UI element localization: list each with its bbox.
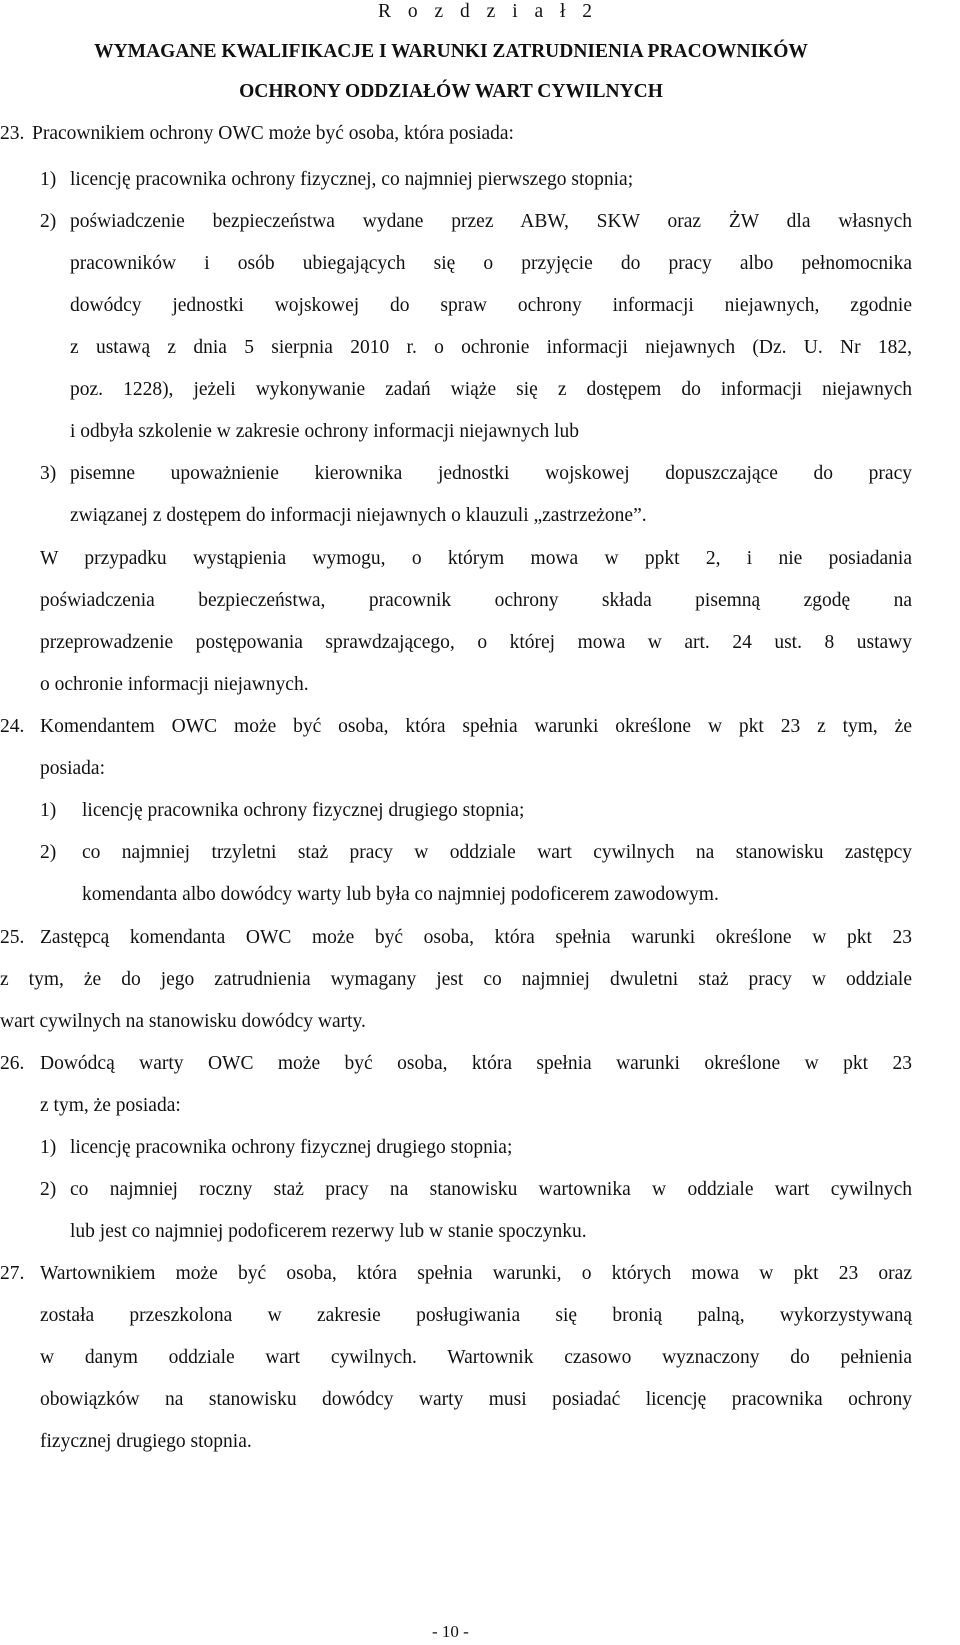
point-23-item-2-line: pracowników i osób ubiegających się o przyjęcie do pracy albo pełnomocnika xyxy=(70,253,912,274)
point-25-line: wart cywilnych na stanowisku dowódcy warty. xyxy=(0,1011,366,1032)
point-23-item-3-number: 3) xyxy=(40,463,57,484)
point-25-line: Zastępcą komendanta OWC może być osoba, która spełnia warunki określone w pkt 23 xyxy=(40,927,912,948)
point-23-number: 23. xyxy=(0,123,25,144)
point-23-item-2-line: dowódcy jednostki wojskowej do spraw ochrony informacji niejawnych, zgodnie xyxy=(70,295,912,316)
point-24-item-2-line: komendanta albo dowódcy warty lub była co najmniej podoficerem zawodowym. xyxy=(82,884,719,905)
point-23-item-2-line: z ustawą z dnia 5 sierpnia 2010 r. o ochronie informacji niejawnych (Dz. U. Nr 182, xyxy=(70,337,912,358)
point-23-item-1-number: 1) xyxy=(40,169,57,190)
point-23-item-1: licencję pracownika ochrony fizycznej, co najmniej pierwszego stopnia; xyxy=(70,169,634,190)
point-26-item-2-line: co najmniej roczny staż pracy na stanowisku wartownika w oddziale wart cywilnych xyxy=(70,1179,912,1200)
point-27-line: fizycznej drugiego stopnia. xyxy=(40,1431,252,1452)
point-23-paragraph-line: o ochronie informacji niejawnych. xyxy=(40,674,309,695)
page-number: - 10 - xyxy=(432,1622,469,1641)
point-24-number: 24. xyxy=(0,716,25,737)
point-26-line: Dowódcą warty OWC może być osoba, która spełnia warunki określone w pkt 23 xyxy=(40,1053,912,1074)
point-26-item-2-number: 2) xyxy=(40,1179,57,1200)
point-24-item-1: licencję pracownika ochrony fizycznej drugiego stopnia; xyxy=(82,800,525,821)
point-25-line: z tym, że do jego zatrudnienia wymagany jest co najmniej dwuletni staż pracy w oddziale xyxy=(0,969,912,990)
chapter-title: R o z d z i a ł 2 xyxy=(378,1,599,22)
section-heading-line-2: OCHRONY ODDZIAŁÓW WART CYWILNYCH xyxy=(239,81,663,102)
point-27-line: obowiązków na stanowisku dowódcy warty musi posiadać licencję pracownika ochrony xyxy=(40,1389,912,1410)
point-23-intro: Pracownikiem ochrony OWC może być osoba, która posiada: xyxy=(32,123,514,144)
point-24-item-1-number: 1) xyxy=(40,800,57,821)
point-26-number: 26. xyxy=(0,1053,25,1074)
point-23-paragraph-line: W przypadku wystąpienia wymogu, o którym mowa w ppkt 2, i nie posiadania xyxy=(40,548,912,569)
point-27-line: została przeszkolona w zakresie posługiwania się bronią palną, wykorzystywaną xyxy=(40,1305,912,1326)
point-27-line: w danym oddziale wart cywilnych. Wartownik czasowo wyznaczony do pełnienia xyxy=(40,1347,912,1368)
point-23-item-3-line: związanej z dostępem do informacji niejawnych o klauzuli „zastrzeżone”. xyxy=(70,505,647,526)
point-24-item-2-line: co najmniej trzyletni staż pracy w oddziale wart cywilnych na stanowisku zastępcy xyxy=(82,842,912,863)
point-26-item-2-line: lub jest co najmniej podoficerem rezerwy lub w stanie spoczynku. xyxy=(70,1221,587,1242)
point-27-line: Wartownikiem może być osoba, która spełnia warunki, o których mowa w pkt 23 oraz xyxy=(40,1263,912,1284)
point-23-item-2-line: poświadczenie bezpieczeństwa wydane przez ABW, SKW oraz ŻW dla własnych xyxy=(70,211,912,232)
point-25-number: 25. xyxy=(0,927,25,948)
point-27-number: 27. xyxy=(0,1263,25,1284)
point-24-line: posiada: xyxy=(40,758,105,779)
point-26-item-1-number: 1) xyxy=(40,1137,57,1158)
point-23-item-2-line: i odbyła szkolenie w zakresie ochrony informacji niejawnych lub xyxy=(70,421,579,442)
point-26-line: z tym, że posiada: xyxy=(40,1095,181,1116)
point-23-item-3-line: pisemne upoważnienie kierownika jednostki wojskowej dopuszczające do pracy xyxy=(70,463,912,484)
point-24-line: Komendantem OWC może być osoba, która spełnia warunki określone w pkt 23 z tym, że xyxy=(40,716,912,737)
point-23-paragraph-line: przeprowadzenie postępowania sprawdzającego, o której mowa w art. 24 ust. 8 ustawy xyxy=(40,632,912,653)
point-23-item-2-number: 2) xyxy=(40,211,57,232)
point-26-item-1: licencję pracownika ochrony fizycznej drugiego stopnia; xyxy=(70,1137,513,1158)
point-24-item-2-number: 2) xyxy=(40,842,57,863)
point-23-item-2-line: poz. 1228), jeżeli wykonywanie zadań wiąże się z dostępem do informacji niejawnych xyxy=(70,379,912,400)
point-23-paragraph-line: poświadczenia bezpieczeństwa, pracownik ochrony składa pisemną zgodę na xyxy=(40,590,912,611)
section-heading-line-1: WYMAGANE KWALIFIKACJE I WARUNKI ZATRUDNIENIA PRACOWNIKÓW xyxy=(94,41,808,62)
